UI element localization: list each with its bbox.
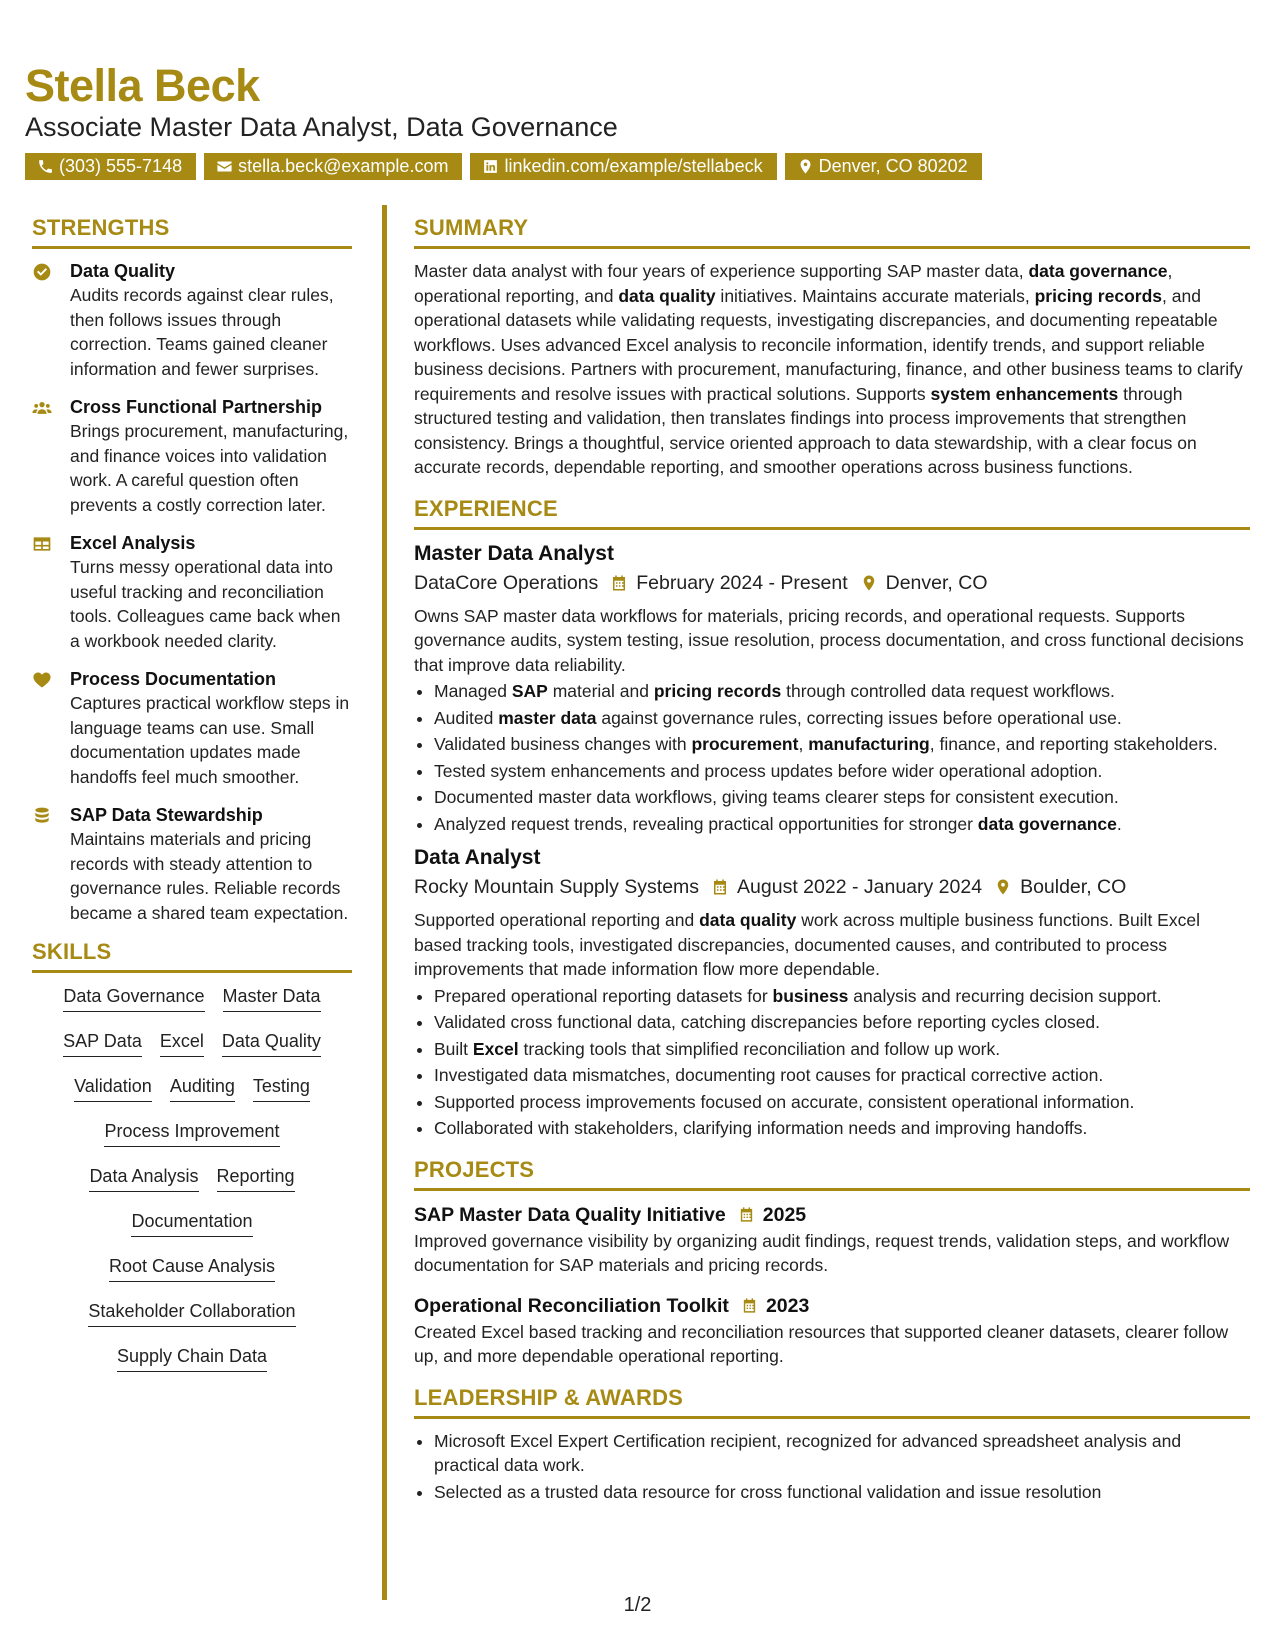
job-dates: August 2022 - January 2024 — [737, 876, 983, 898]
job-description: Supported operational reporting and data quality work across multiple business functions. Built Excel based tracking tools, investigated discrepancies, documented causes, and contributed to process improvements that made information flow more dependable. — [414, 910, 1200, 979]
contact-linkedin[interactable] — [470, 153, 776, 180]
strength-desc: Turns messy operational data into useful tracking and reconciliation tools. Colleagues came back when a workbook needed clarity. — [70, 557, 341, 651]
contact-location-text: Denver, CO 80202 — [818, 156, 968, 176]
skill-tag: Excel — [160, 1028, 204, 1057]
job-bullet: • Tested system enhancements and process updates before wider operational adoption. — [434, 759, 1250, 784]
experience-heading: EXPERIENCE — [414, 496, 1250, 530]
job-location: Denver, CO — [885, 571, 988, 594]
job-bullet: • Validated cross functional data, catching discrepancies before reporting cycles closed. — [434, 1010, 1250, 1035]
project-description: Improved governance visibility by organizing audit findings, request trends, validation steps, and workflow documentation for SAP materials and pricing records. — [414, 1230, 1230, 1275]
strength-item — [32, 531, 352, 653]
map-pin-icon — [994, 878, 1012, 896]
contact-location[interactable] — [785, 153, 982, 180]
calendar-icon — [741, 1297, 758, 1314]
calendar-icon — [738, 1206, 755, 1223]
phone-icon — [37, 158, 54, 175]
project-header — [414, 1201, 1250, 1229]
job-bullet: • Supported process improvements focused on accurate, consistent operational information. — [434, 1090, 1250, 1115]
envelope-icon — [216, 158, 233, 175]
check-circle-icon — [32, 262, 52, 282]
skill-tag: Validation — [74, 1073, 152, 1102]
right-column — [414, 215, 1250, 1506]
skills-list — [32, 983, 352, 1388]
contact-phone[interactable] — [25, 153, 196, 180]
job-bullets — [414, 679, 1250, 836]
job-bullet: • Validated business changes with procurement, manufacturing, finance, and reporting stakeholders. — [434, 732, 1250, 757]
strength-desc: Maintains materials and pricing records with steady attention to governance rules. Reliable records became a shared team expectation. — [70, 829, 349, 923]
project-entry — [414, 1201, 1250, 1278]
contact-phone-text: (303) 555-7148 — [59, 156, 183, 176]
awards-heading: LEADERSHIP & AWARDS — [414, 1385, 1250, 1419]
skill-tag: Data Governance — [63, 983, 204, 1012]
strength-title: Process Documentation — [70, 669, 277, 689]
strength-title: Cross Functional Partnership — [70, 397, 323, 417]
table-icon — [32, 534, 52, 554]
map-pin-icon — [860, 574, 878, 592]
page-number: 1/2 — [623, 1594, 652, 1616]
job-company: Rocky Mountain Supply Systems — [414, 876, 700, 898]
job-meta — [414, 568, 1250, 598]
strength-desc: Brings procurement, manufacturing, and finance voices into validation work. A careful question often prevents a costly correction later. — [70, 421, 349, 515]
calendar-icon — [711, 878, 729, 896]
project-title: SAP Master Data Quality Initiative — [414, 1203, 726, 1226]
summary-heading: SUMMARY — [414, 215, 1250, 249]
strength-item — [32, 259, 352, 381]
candidate-name: Stella Beck — [25, 60, 260, 111]
job-dates: February 2024 - Present — [636, 571, 848, 594]
job-bullet: • Documented master data workflows, giving teams clearer steps for consistent execution. — [434, 785, 1250, 810]
contact-email[interactable] — [204, 153, 462, 180]
strengths-heading: STRENGTHS — [32, 215, 352, 249]
skill-tag: Process Improvement — [104, 1118, 279, 1147]
strength-item — [32, 803, 352, 925]
heart-icon — [32, 670, 52, 690]
job-bullet: • Managed SAP material and pricing records through controlled data request workflows. — [434, 679, 1250, 704]
skill-tag: Stakeholder Collaboration — [88, 1298, 295, 1327]
job-title: Data Analyst — [414, 846, 541, 869]
left-column — [32, 215, 352, 1388]
job-title: Master Data Analyst — [414, 541, 614, 565]
job-meta — [414, 872, 1250, 902]
linkedin-icon — [482, 158, 499, 175]
project-year: 2023 — [765, 1294, 810, 1317]
job-bullet: • Audited master data against governance rules, correcting issues before operational use. — [434, 706, 1250, 731]
column-divider — [382, 205, 387, 1600]
skill-tag: Reporting — [217, 1163, 295, 1192]
map-pin-icon — [797, 158, 814, 175]
skill-tag: Master Data — [223, 983, 321, 1012]
job-entry — [414, 540, 1250, 837]
contact-email-text: stella.beck@example.com — [238, 156, 449, 176]
project-entry — [414, 1292, 1250, 1369]
job-bullet: • Investigated data mismatches, documenting root causes for practical corrective action. — [434, 1063, 1250, 1088]
skill-tag: Auditing — [170, 1073, 235, 1102]
strength-desc: Audits records against clear rules, then follows issues through correction. Teams gained cleaner information and fewer surprises. — [70, 285, 334, 379]
skill-tag: Data Analysis — [89, 1163, 198, 1192]
job-description: Owns SAP master data workflows for materials, pricing records, and operational requests. Supports governance audits, system testing, issue resolution, process documentation, and cross functional decisions that improve data reliability. — [414, 605, 1244, 675]
strength-title: SAP Data Stewardship — [70, 805, 263, 825]
job-bullets — [414, 984, 1250, 1141]
project-year: 2025 — [762, 1203, 807, 1226]
summary-text: Master data analyst with four years of experience supporting SAP master data, data governance, operational reporting, and data quality initiatives. Maintains accurate materials, pricing records, and operational datasets while validating requests, investigating discrepancies, and documenting repeatable workflows. Uses advanced Excel analysis to reconcile information, identify trends, and support reliable business decisions. Partners with procurement, manufacturing, finance, and other business teams to clarify requirements and resolve issues with practical solutions. Supports system enhancements through structured testing and validation, then translates findings into process improvements that strengthen consistency. Brings a thoughtful, service oriented approach to data stewardship, with a clear focus on accurate records, dependable reporting, and smoother operations across business functions. — [414, 261, 1243, 477]
project-header — [414, 1292, 1250, 1320]
strength-title: Excel Analysis — [70, 533, 196, 553]
database-icon — [32, 806, 52, 826]
skill-tag: Supply Chain Data — [117, 1343, 267, 1372]
skill-tag: Testing — [253, 1073, 310, 1102]
skill-tag: SAP Data — [63, 1028, 142, 1057]
calendar-icon — [610, 574, 628, 592]
award-item: • Microsoft Excel Expert Certification recipient, recognized for advanced spreadsheet analysis and practical data work. — [434, 1429, 1250, 1478]
project-description: Created Excel based tracking and reconciliation resources that supported cleaner datasets, clearer follow up, and more dependable operational reporting. — [414, 1321, 1229, 1366]
projects-heading: PROJECTS — [414, 1157, 1250, 1191]
users-icon — [32, 398, 52, 418]
contact-linkedin-text: linkedin.com/example/stellabeck — [504, 156, 763, 176]
job-bullet: • Built Excel tracking tools that simplified reconciliation and follow up work. — [434, 1037, 1250, 1062]
job-bullet: • Prepared operational reporting datasets for business analysis and recurring decision support. — [434, 984, 1250, 1009]
award-item: • Selected as a trusted data resource for cross functional validation and issue resolution — [434, 1480, 1250, 1505]
skills-heading: SKILLS — [32, 939, 352, 973]
skill-tag: Documentation — [131, 1208, 252, 1237]
project-title: Operational Reconciliation Toolkit — [414, 1294, 729, 1317]
strength-item — [32, 667, 352, 789]
job-bullet: • Analyzed request trends, revealing practical opportunities for stronger data governance. — [434, 812, 1250, 837]
strength-title: Data Quality — [70, 261, 176, 281]
skill-tag: Data Quality — [222, 1028, 321, 1057]
candidate-role: Associate Master Data Analyst, Data Governance — [25, 112, 618, 142]
skill-tag: Root Cause Analysis — [109, 1253, 275, 1282]
contact-bar — [25, 153, 982, 180]
job-company: DataCore Operations — [414, 571, 599, 594]
job-entry — [414, 844, 1250, 1141]
job-location: Boulder, CO — [1020, 876, 1127, 898]
awards-list — [414, 1429, 1250, 1505]
strength-item — [32, 395, 352, 517]
strength-desc: Captures practical workflow steps in language teams can use. Small documentation updates made handoffs feel much smoother. — [70, 693, 350, 787]
job-bullet: • Collaborated with stakeholders, clarifying information needs and improving handoffs. — [434, 1116, 1250, 1141]
